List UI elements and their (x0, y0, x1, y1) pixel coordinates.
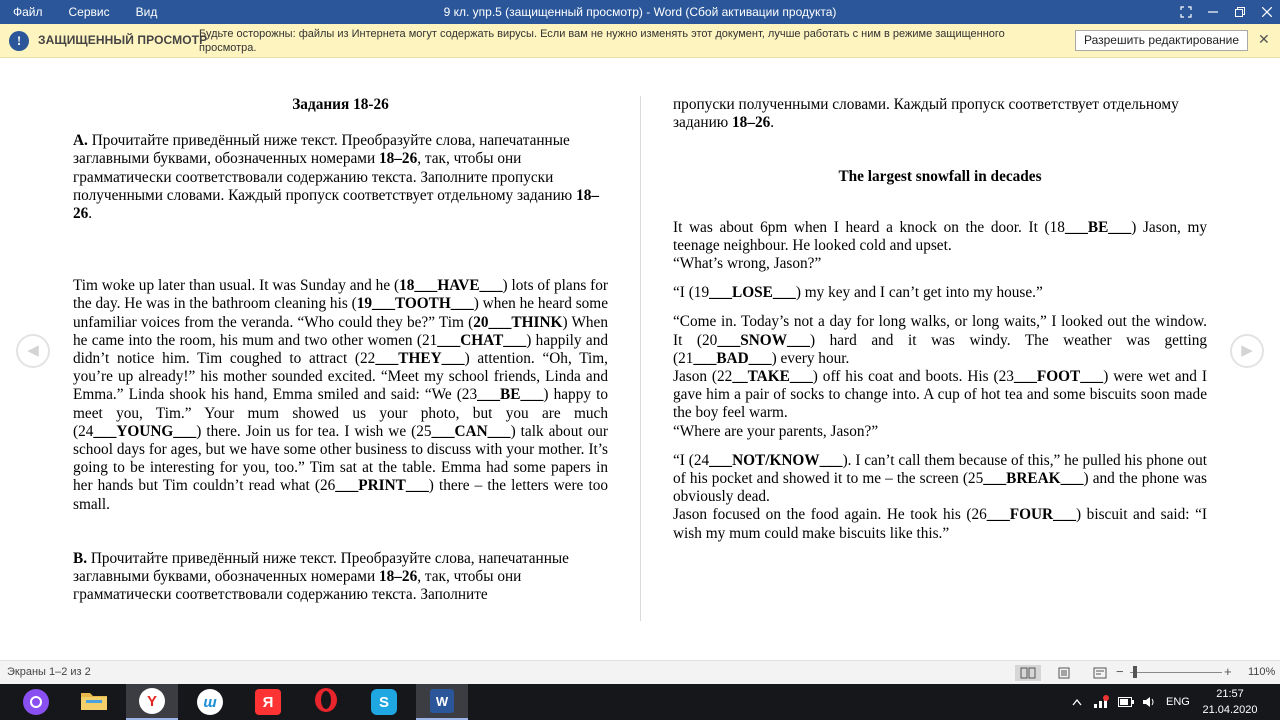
protected-view-message: Будьте осторожны: файлы из Интернета могут содержать вирусы. Если вам не нужно изменять этот документ, лучше работать с ним в режиме защищенного просмотра. (199, 28, 1005, 54)
gap-19: 19___TOOTH___ (356, 295, 474, 313)
instr-text: пропуски полученными словами. Каждый пропуск соответствует отдельному заданию (673, 96, 1179, 132)
paragraph-3 (673, 313, 1207, 368)
part-b-label: В. (73, 549, 88, 567)
opera-icon (313, 687, 339, 718)
gap-21: ___CHAT___ (437, 331, 527, 349)
paragraph-4b (673, 506, 1207, 542)
yandex-browser-app[interactable] (126, 684, 178, 720)
story-text: ) happily and didn’t notice him. Tim coughed to attract (22 (73, 331, 608, 368)
story-paragraph (73, 277, 608, 514)
story-text: ) were wet and I gave him a pair of socks to change into. A cup of hot tea and some biscuits soon made the boy feel warm. (673, 368, 1207, 422)
network-icon[interactable] (1093, 684, 1109, 720)
instr-text: , так, чтобы они грамматически соответствовали содержанию текста. Заполните пропуски полученными словами. Каждый пропуск соответствует отдельному заданию (73, 150, 577, 204)
story-text: ) talk about our school days for ages, but we have some other business to discuss with your mother. It’s going to be interesting for you, too.” Tim sat at the table. Emma had some papers in her hands but Tim couldn’t read what (26 (73, 422, 608, 495)
previous-page-icon[interactable]: ◀ (16, 334, 50, 368)
story-text: Jason focused on the food again. He took his (26 (673, 506, 987, 524)
story-text: “I (24 (673, 451, 710, 469)
story-text: ) When he came into the room, his mum and two other women (21 (73, 313, 608, 349)
folder-icon (80, 689, 108, 716)
page-indicator: Экраны 1–2 из 2 (7, 666, 91, 678)
gap-25: ___BREAK___ (983, 470, 1084, 488)
messenger-app[interactable] (184, 684, 236, 720)
alice-icon (23, 689, 49, 715)
story-text: ) every hour. (771, 349, 850, 367)
read-mode-icon[interactable] (1015, 665, 1041, 681)
story-text: ) attention. “Oh, Tim, you’re up already!” his mother sounded excited. “Meet my school friends, Linda and Emma.” Linda shook his hand, Emma smiled and said: “We (23 (73, 350, 608, 404)
range-bold: 18–26 (732, 114, 771, 132)
clock[interactable] (1198, 686, 1262, 718)
story-text: “I (19 (673, 284, 710, 302)
opera-app[interactable] (300, 684, 352, 720)
yandex-app[interactable] (242, 684, 294, 720)
protected-view-title: ЗАЩИЩЕННЫЙ ПРОСМОТР (38, 33, 208, 47)
story-text: ). I can’t call them because of this,” he pulled his phone out of his pocket and showed it to me – the screen (25 (673, 451, 1207, 488)
instr-text: Прочитайте приведённый ниже текст. Преобразуйте слова, напечатанные заглавными буквами, обозначенных номерами (73, 132, 570, 168)
story-text: Tim woke up later than usual. It was Sunday and he ( (73, 277, 400, 295)
web-layout-icon[interactable] (1087, 665, 1113, 681)
taskbar (0, 684, 1280, 720)
title-bar (0, 0, 1280, 24)
story-text: ) Jason, my teenage neighbour. He looked cold and upset. (673, 218, 1208, 254)
paragraph-1b: “What’s wrong, Jason?” (673, 255, 822, 273)
zoom-in-button[interactable]: + (1224, 664, 1232, 679)
story-text: ) there – the letters were too small. (73, 477, 608, 513)
language-indicator[interactable]: ENG (1166, 696, 1190, 708)
gap-21: ___BAD___ (693, 349, 772, 367)
gap-26: ___FOUR___ (986, 506, 1077, 524)
skype-app[interactable] (358, 684, 410, 720)
gap-22: ___THEY___ (375, 350, 465, 368)
story-text: Jason (22 (673, 368, 733, 386)
gap-24: ___NOT/KNOW___ (709, 451, 843, 469)
gap-23: ___FOOT___ (1013, 368, 1104, 386)
gap-23: ___BE___ (477, 386, 544, 404)
part-a-label: А. (73, 132, 88, 150)
instructions-continued (673, 96, 1207, 132)
paragraph-3c: “Where are your parents, Jason?” (673, 422, 879, 440)
range-bold: 18–26 (378, 568, 418, 586)
story-text: ) when he heard some unfamiliar voices from the veranda. “Who could they be?” Tim ( (73, 295, 608, 331)
story-text: ) hard and it was windy. The weather was getting (21 (673, 331, 1208, 367)
menu-view[interactable]: Вид (135, 5, 158, 19)
gap-25: ___CAN___ (431, 422, 511, 440)
gap-18: ___BE___ (1064, 218, 1132, 236)
enable-editing-button[interactable]: Разрешить редактирование (1075, 30, 1248, 51)
alice-app[interactable] (10, 684, 62, 720)
print-layout-icon[interactable] (1051, 665, 1077, 681)
close-bar-icon[interactable]: ✕ (1258, 31, 1270, 47)
gap-20: 20___THINK (473, 313, 563, 331)
focus-mode-icon[interactable] (1172, 0, 1199, 24)
shield-icon: ! (9, 31, 29, 51)
view-switcher (1015, 665, 1113, 681)
yandex-browser-icon: Y (139, 688, 165, 714)
document-area[interactable] (0, 58, 1280, 660)
word-app[interactable] (416, 684, 468, 720)
window-title: 9 кл. упр.5 (защищенный просмотр) - Word (Сбой активации продукта) (443, 5, 837, 19)
instr-text: , так, чтобы они грамматически соответствовали содержанию текста. Заполните (73, 568, 522, 604)
paragraph-4 (673, 452, 1207, 507)
clock-date: 21.04.2020 (1202, 704, 1258, 716)
left-page (73, 96, 608, 604)
window-controls (1172, 0, 1280, 24)
gap-20: ___SNOW___ (717, 331, 810, 349)
menu-file[interactable]: Файл (13, 5, 43, 19)
menu-tools[interactable]: Сервис (68, 5, 110, 19)
w-logo-icon: ш (197, 689, 223, 715)
status-bar (0, 660, 1280, 684)
right-page (673, 96, 1207, 543)
zoom-out-button[interactable]: − (1116, 664, 1124, 679)
skype-icon: S (371, 689, 397, 715)
instr-text: . (88, 205, 93, 223)
instr-text: . (770, 114, 775, 132)
paragraph-2 (673, 284, 1207, 302)
battery-icon[interactable] (1118, 684, 1134, 720)
close-window-icon[interactable] (1253, 0, 1280, 24)
paragraph-1 (673, 219, 1207, 255)
gap-19: ___LOSE___ (709, 284, 796, 302)
zoom-level[interactable]: 110% (1248, 666, 1276, 678)
paragraph-3b (673, 368, 1207, 423)
part-b-instructions (73, 550, 608, 605)
story-text: ) biscuit and said: “I wish my mum could make biscuits like this.” (673, 506, 1207, 542)
explorer-app[interactable] (68, 684, 120, 720)
story-text: “Come in. Today’s not a day for long walks, or long waits,” I looked out the window. It (20 (673, 313, 1207, 349)
range-bold: 18–26 (73, 186, 600, 223)
story-text: It was about 6pm when I heard a knock on the door. It (18 (673, 218, 1065, 236)
menu-bar (0, 0, 170, 24)
gap-18: 18___HAVE___ (399, 277, 503, 295)
page-divider (640, 96, 641, 621)
story-text: ) off his coat and boots. His (23 (812, 368, 1014, 386)
range-bold: 18–26 (378, 150, 418, 168)
gap-22: __TAKE___ (732, 368, 813, 386)
volume-icon[interactable] (1142, 684, 1156, 720)
next-page-icon[interactable]: ▶ (1230, 334, 1264, 368)
yandex-icon: Я (255, 689, 281, 715)
restore-icon[interactable] (1226, 0, 1253, 24)
zoom-slider[interactable] (1130, 672, 1222, 673)
minimize-icon[interactable] (1199, 0, 1226, 24)
clock-time: 21:57 (1216, 688, 1244, 700)
gap-24: ___YOUNG___ (93, 422, 197, 440)
protected-view-bar (0, 24, 1280, 58)
show-hidden-icons[interactable] (1072, 684, 1082, 720)
tasks-heading: Задания 18-26 (292, 96, 389, 113)
story-text: ) and the phone was obviously dead. (673, 470, 1207, 506)
story-text: ) my key and I can’t get into my house.” (795, 284, 1043, 302)
part-a-instructions (73, 132, 608, 223)
zoom-slider-thumb[interactable] (1133, 666, 1137, 678)
story-text: ) there. Join us for tea. I wish we (25 (196, 422, 432, 440)
story-text: ) lots of plans for the day. He was in the bathroom cleaning his ( (73, 277, 608, 313)
word-icon: W (430, 689, 454, 713)
instr-text: Прочитайте приведённый ниже текст. Преобразуйте слова, напечатанные заглавными буквами, обозначенных номерами (73, 549, 569, 586)
gap-26: ___PRINT___ (335, 477, 429, 495)
story-text: ) happy to meet you, Tim.” Your mum showed us your photo, but you are much (24 (73, 386, 608, 440)
story-title: The largest snowfall in decades (838, 168, 1042, 186)
